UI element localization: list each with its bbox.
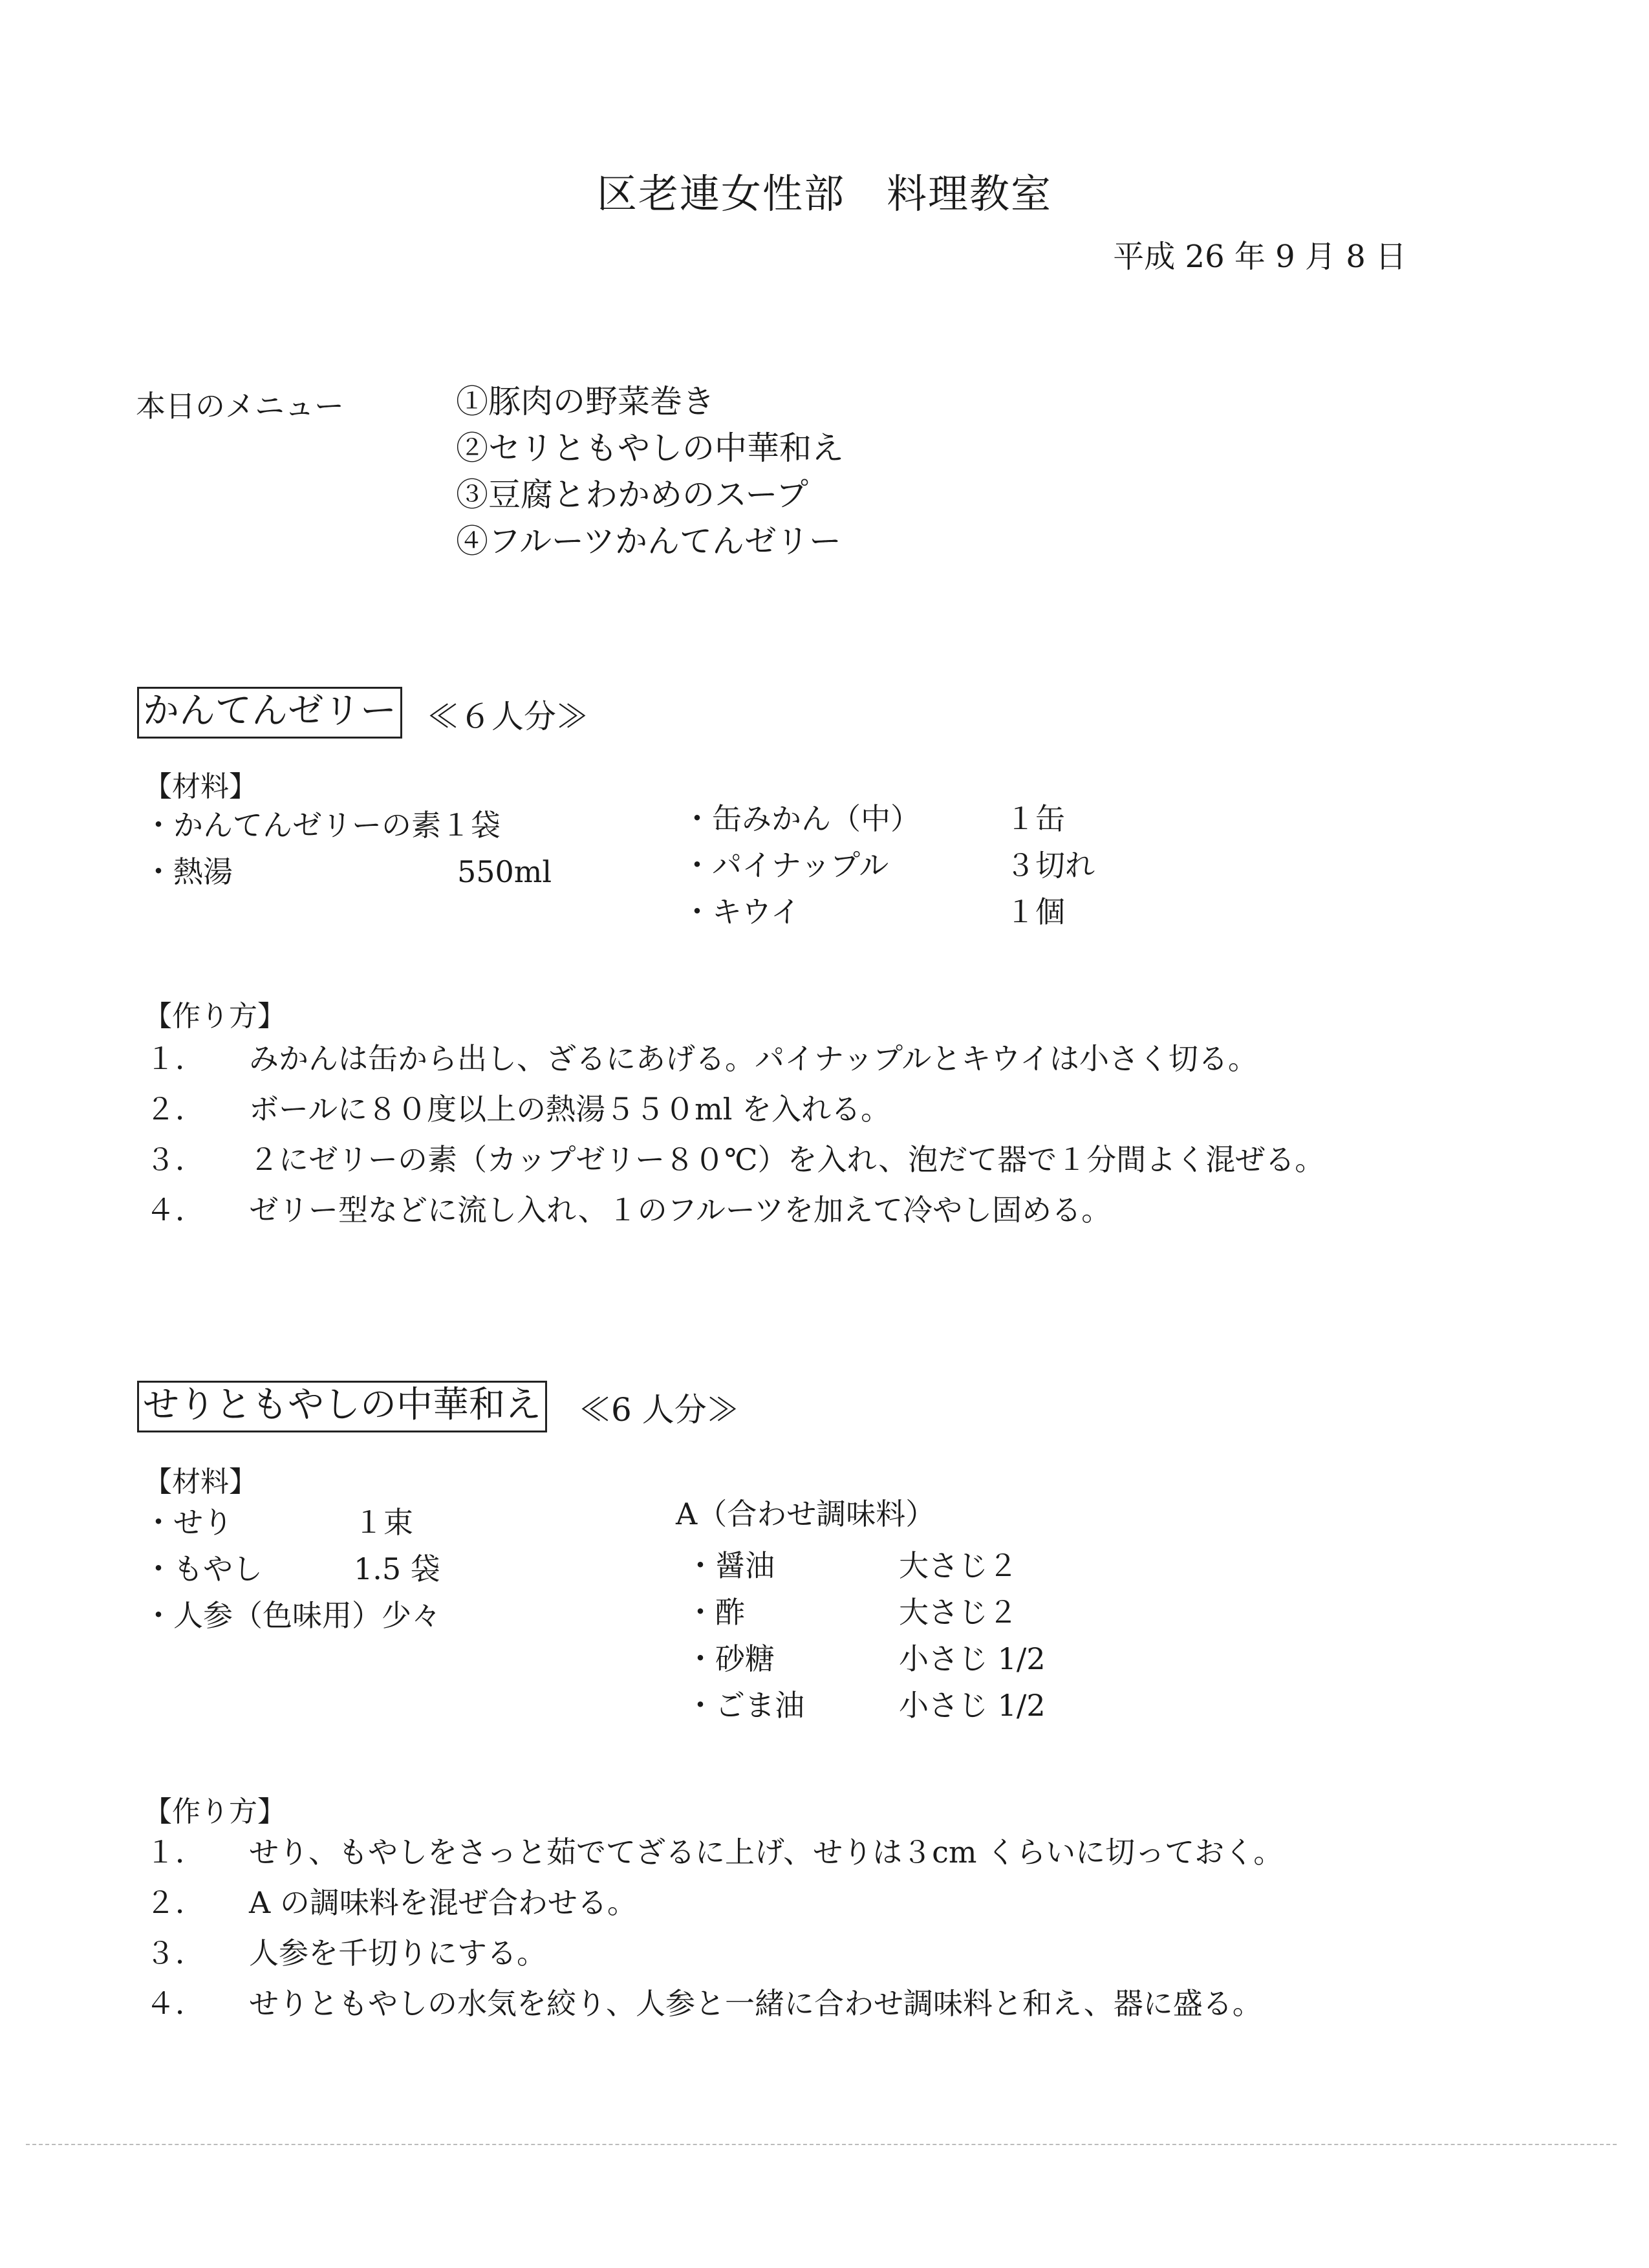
ingredient-amount: 小さじ 1/2 (899, 1641, 1046, 1676)
ingredient-row (144, 802, 596, 848)
ingredient-name: ・もやし (144, 1551, 263, 1586)
recipe2-serving: ≪6 人分≫ (579, 1391, 739, 1429)
step-row (146, 1827, 1503, 1877)
ingredient-row (682, 842, 1135, 889)
step-row (146, 1877, 1503, 1928)
recipe2-ingredients-left (144, 1499, 661, 1639)
ingredient-name: ・かんてんゼリーの素１袋 (144, 808, 501, 843)
ingredient-name: ・醤油 (685, 1548, 775, 1583)
step-row (146, 1084, 1503, 1134)
step-row (146, 1185, 1503, 1235)
ingredient-amount: ３切れ (1006, 848, 1095, 883)
step-text: 人参を千切りにする。 (249, 1936, 546, 1971)
menu-label: 本日のメニュー (136, 389, 344, 424)
step-number: １． (146, 1041, 205, 1076)
recipe1-ingredients-heading: 【材料】 (144, 770, 257, 803)
ingredient-row (685, 1682, 1203, 1729)
step-text: ボールに８０度以上の熱湯５５０ml を入れる。 (249, 1092, 891, 1127)
recipe1-steps-heading: 【作り方】 (144, 1000, 286, 1033)
ingredient-row (685, 1589, 1203, 1636)
ingredient-row (144, 1546, 661, 1592)
step-number: ２． (146, 1885, 205, 1920)
ingredient-amount: １束 (354, 1505, 413, 1540)
ingredient-row (144, 1592, 661, 1639)
ingredient-name: ・ごま油 (685, 1688, 804, 1723)
ingredient-row (682, 889, 1135, 935)
ingredient-amount: 小さじ 1/2 (899, 1688, 1046, 1723)
ingredient-row (144, 1499, 661, 1546)
page-title: 区老連女性部 料理教室 (596, 170, 1052, 217)
ingredient-name: ・缶みかん（中） (682, 801, 920, 836)
step-text: ゼリー型などに流し入れ、１のフルーツを加えて冷やし固める。 (249, 1193, 1112, 1227)
ingredient-name: ・酢 (685, 1595, 745, 1630)
step-text: A の調味料を混ぜ合わせる。 (249, 1885, 637, 1920)
ingredient-amount: 大さじ２ (899, 1548, 1018, 1583)
recipe2-steps (146, 1827, 1503, 2029)
recipe1-serving: ≪６人分≫ (427, 698, 588, 735)
step-row (146, 1033, 1503, 1084)
recipe2-title: せりともやしの中華和え (137, 1381, 547, 1432)
recipe2-steps-heading: 【作り方】 (144, 1795, 286, 1828)
step-number: ３． (146, 1142, 205, 1177)
scan-edge-divider (26, 2144, 1617, 2145)
recipe2-ingredients-heading: 【材料】 (144, 1465, 257, 1498)
step-number: ４． (146, 1986, 205, 2021)
ingredient-name: ・せり (144, 1505, 233, 1540)
step-text: ２にゼリーの素（カップゼリー８０℃）を入れ、泡だて器で１分間よく混ぜる。 (249, 1142, 1325, 1177)
ingredient-amount: 大さじ２ (899, 1595, 1018, 1630)
ingredient-amount: 550ml (457, 854, 552, 889)
ingredient-amount: １缶 (1006, 801, 1065, 836)
recipe1-ingredients-left (144, 802, 596, 895)
menu-item: ①豚肉の野菜巻き (456, 383, 715, 420)
ingredient-row (144, 848, 596, 895)
step-number: ４． (146, 1193, 205, 1227)
ingredient-name: ・熱湯 (144, 854, 233, 889)
step-text: せり、もやしをさっと茹でてざるに上げ、せりは３cm くらいに切っておく。 (249, 1835, 1284, 1870)
step-row (146, 1978, 1503, 2029)
ingredient-row (685, 1542, 1203, 1589)
ingredient-name: ・キウイ (682, 894, 801, 929)
step-row (146, 1134, 1503, 1185)
step-row (146, 1928, 1503, 1978)
menu-item: ③豆腐とわかめのスープ (456, 476, 808, 513)
menu-item: ④フルーツかんてんゼリー (456, 523, 841, 560)
menu-item: ②セリともやしの中華和え (456, 429, 844, 467)
recipe2-ingredients-right (685, 1542, 1203, 1729)
step-number: １． (146, 1835, 205, 1870)
step-text: みかんは缶から出し、ざるにあげる。パイナップルとキウイは小さく切る。 (249, 1041, 1258, 1076)
ingredient-row (685, 1636, 1203, 1682)
recipe1-ingredients-right (682, 795, 1135, 935)
recipe1-steps (146, 1033, 1503, 1235)
seasoning-heading: A（合わせ調味料） (676, 1496, 936, 1531)
ingredient-name: ・砂糖 (685, 1641, 775, 1676)
step-text: せりともやしの水気を絞り、人参と一緒に合わせ調味料と和え、器に盛る。 (249, 1986, 1262, 2021)
step-number: ２． (146, 1092, 205, 1127)
step-number: ３． (146, 1936, 205, 1971)
ingredient-name: ・パイナップル (682, 848, 889, 883)
ingredient-amount: 1.5 袋 (354, 1551, 440, 1586)
document-date: 平成 26 年 9 月 8 日 (1113, 239, 1406, 275)
ingredient-row (682, 795, 1135, 842)
ingredient-amount: １個 (1006, 894, 1065, 929)
menu-list (456, 378, 844, 565)
recipe1-title: かんてんゼリー (137, 687, 402, 739)
ingredient-name: ・人参（色味用）少々 (144, 1598, 441, 1633)
